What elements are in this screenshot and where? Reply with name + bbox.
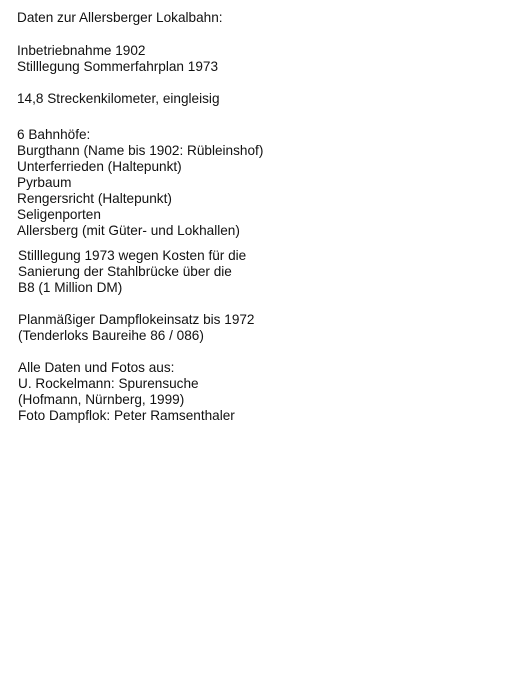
sources-line: (Hofmann, Nürnberg, 1999) [18, 392, 185, 407]
station-item: Rengersricht (Haltepunkt) [17, 191, 172, 206]
sources-line: Alle Daten und Fotos aus: [18, 360, 175, 375]
station-item: Unterferrieden (Haltepunkt) [17, 159, 182, 174]
station-item: Seligenporten [17, 207, 101, 222]
closure-reason-line: Stilllegung 1973 wegen Kosten für die [18, 248, 247, 263]
closing-date: Stilllegung Sommerfahrplan 1973 [17, 59, 219, 74]
document-heading: Daten zur Allersberger Lokalbahn: [17, 10, 223, 25]
closure-reason-line: B8 (1 Million DM) [18, 280, 123, 295]
steam-operation-line: (Tenderloks Baureihe 86 / 086) [18, 328, 204, 343]
stations-heading: 6 Bahnhöfe: [17, 127, 91, 142]
station-item: Allersberg (mit Güter- und Lokhallen) [17, 223, 240, 238]
photo-credit: Foto Dampflok: Peter Ramsenthaler [18, 408, 235, 423]
steam-operation-line: Planmäßiger Dampflokeinsatz bis 1972 [18, 312, 255, 327]
station-item: Burgthann (Name bis 1902: Rübleinshof) [17, 143, 264, 158]
track-length: 14,8 Streckenkilometer, eingleisig [17, 91, 220, 106]
closure-reason-line: Sanierung der Stahlbrücke über die [18, 264, 232, 279]
station-item: Pyrbaum [17, 175, 72, 190]
sources-line: U. Rockelmann: Spurensuche [18, 376, 199, 391]
opening-date: Inbetriebnahme 1902 [17, 43, 146, 58]
